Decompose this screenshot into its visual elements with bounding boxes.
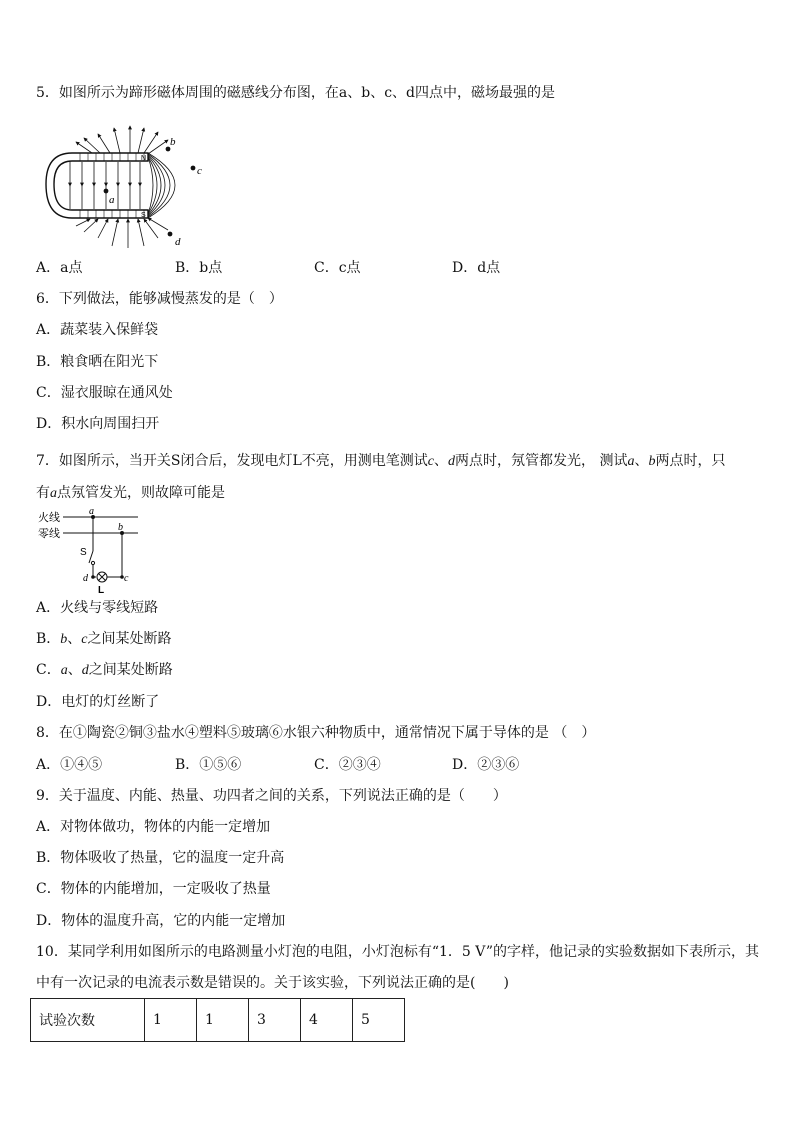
circuit-point-c: c bbox=[124, 573, 129, 584]
table-header-cell: 试验次数 bbox=[31, 999, 145, 1042]
q8-option-b[interactable]: B．①⑤⑥ bbox=[175, 757, 242, 773]
live-wire-label: 火线 bbox=[38, 511, 60, 524]
circuit-point-b: b bbox=[118, 522, 123, 533]
table-cell: 1 bbox=[197, 999, 249, 1042]
q6-option-c[interactable]: C．湿衣服晾在通风处 bbox=[36, 385, 173, 401]
q10-stem-line2: 中有一次记录的电流表示数是错误的。关于该实验，下列说法正确的是( ) bbox=[36, 975, 509, 991]
q8-option-d[interactable]: D．②③⑥ bbox=[452, 757, 520, 773]
q5-option-a[interactable]: A．a点 bbox=[36, 260, 83, 276]
q5-option-d[interactable]: D．d点 bbox=[452, 260, 501, 276]
point-d-label: d bbox=[175, 236, 181, 248]
q8-options bbox=[36, 756, 736, 774]
table-cell: 3 bbox=[249, 999, 301, 1042]
q7-option-c[interactable]: C．a、d之间某处断路 bbox=[36, 662, 173, 678]
switch-label: S bbox=[80, 547, 87, 558]
q5-option-c[interactable]: C．c点 bbox=[314, 260, 361, 276]
q6-stem: 6．下列做法，能够减慢蒸发的是（ ） bbox=[36, 291, 283, 307]
table-cell: 5 bbox=[353, 999, 405, 1042]
neutral-wire-label: 零线 bbox=[38, 527, 60, 540]
q9-option-d[interactable]: D．物体的温度升高，它的内能一定增加 bbox=[36, 913, 286, 929]
q8-option-c[interactable]: C．②③④ bbox=[314, 757, 381, 773]
q6-option-d[interactable]: D．积水向周围扫开 bbox=[36, 416, 160, 432]
q9-option-c[interactable]: C．物体的内能增加，一定吸收了热量 bbox=[36, 881, 271, 897]
q5-stem: 5．如图所示为蹄形磁体周围的磁感线分布图，在a、b、c、d四点中，磁场最强的是 bbox=[36, 85, 556, 101]
q7-stem-line2: 有a点氖管发光，则故障可能是 bbox=[36, 485, 225, 501]
q9-option-b[interactable]: B．物体吸收了热量，它的温度一定升高 bbox=[36, 850, 285, 866]
point-c-label: c bbox=[197, 165, 202, 177]
q9-stem: 9．关于温度、内能、热量、功四者之间的关系，下列说法正确的是（ ） bbox=[36, 788, 507, 804]
table-cell: 1 bbox=[145, 999, 197, 1042]
q6-option-b[interactable]: B．粮食晒在阳光下 bbox=[36, 354, 159, 370]
table-row bbox=[31, 999, 405, 1042]
lamp-label: L bbox=[98, 585, 105, 595]
q7-option-d[interactable]: D．电灯的灯丝断了 bbox=[36, 694, 160, 710]
q7-option-b[interactable]: B．b、c之间某处断路 bbox=[36, 631, 172, 647]
q8-option-a[interactable]: A．①④⑤ bbox=[36, 757, 103, 773]
q7-option-a[interactable]: A．火线与零线短路 bbox=[36, 600, 159, 616]
q10-stem-line1: 10．某同学利用如图所示的电路测量小灯泡的电阻，小灯泡标有“1．5 V”的字样，他记录的实验数据如下表所示，其 bbox=[36, 944, 760, 960]
q6-option-a[interactable]: A．蔬菜装入保鲜袋 bbox=[36, 322, 159, 338]
q5-option-b[interactable]: B．b点 bbox=[175, 260, 223, 276]
point-a-label: a bbox=[109, 194, 115, 206]
horseshoe-magnet-figure bbox=[40, 122, 220, 250]
pole-n-label: N bbox=[141, 155, 147, 162]
table-cell: 4 bbox=[301, 999, 353, 1042]
q5-options bbox=[36, 259, 736, 277]
point-b-label: b bbox=[170, 136, 176, 148]
q9-option-a[interactable]: A．对物体做功，物体的内能一定增加 bbox=[36, 819, 271, 835]
experiment-data-table bbox=[30, 998, 405, 1042]
circuit-figure bbox=[36, 505, 146, 595]
circuit-point-d: d bbox=[83, 573, 88, 584]
circuit-point-a: a bbox=[89, 506, 94, 517]
q7-stem-line1: 7．如图所示，当开关S闭合后，发现电灯L不亮，用测电笔测试c、d两点时，氖管都发光， 测试a、b两点时，只 bbox=[36, 453, 726, 469]
pole-s-label: S bbox=[141, 212, 146, 219]
q8-stem: 8．在①陶瓷②铜③盐水④塑料⑤玻璃⑥水银六种物质中，通常情况下属于导体的是 （ ） bbox=[36, 725, 596, 741]
